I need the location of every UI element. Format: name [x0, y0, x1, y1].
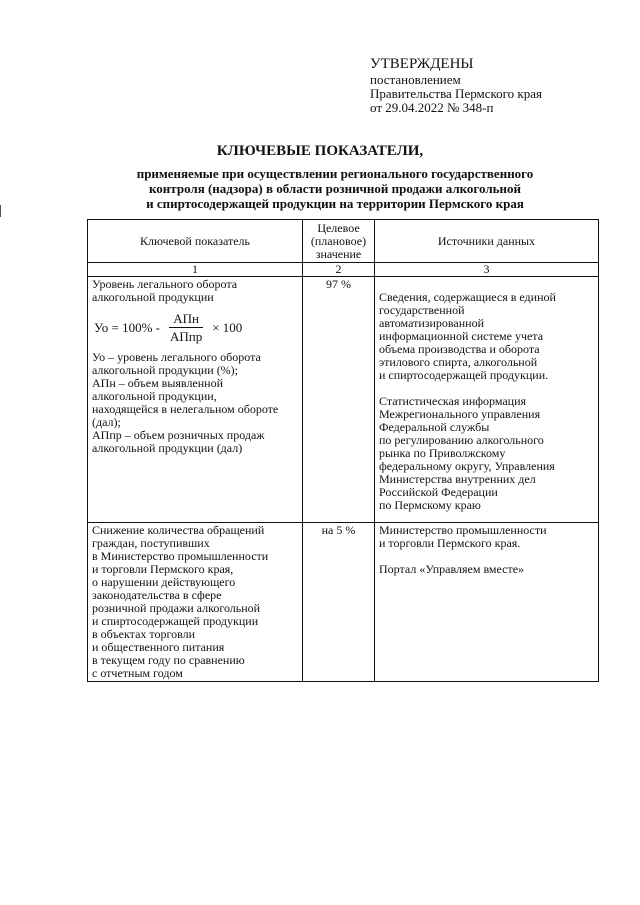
definition-line: алкогольной продукции (дал)	[92, 441, 243, 455]
formula-fraction	[166, 312, 206, 343]
formula-lhs: Уо = 100% -	[94, 320, 160, 335]
definition-line: АПпр – объем розничных продаж	[92, 428, 265, 442]
definition-line: (дал);	[92, 415, 121, 429]
indicator-cell	[88, 523, 303, 682]
indicator-line: и общественного питания	[92, 640, 225, 654]
source-line: Российской Федерации	[379, 485, 498, 499]
header-data-sources: Источники данных	[375, 220, 599, 263]
header-target-value: Целевое (плановое) значение	[303, 220, 375, 263]
indicator-line: и торговли Пермского края,	[92, 562, 234, 576]
target-value-cell: 97 %	[303, 277, 375, 523]
source-line: Статистическая информация	[379, 394, 527, 408]
column-numbers-row	[88, 263, 599, 277]
column-number: 2	[303, 263, 375, 277]
header-indicator: Ключевой показатель	[88, 220, 303, 263]
approval-block	[370, 56, 542, 115]
subtitle-line: контроля (надзора) в области розничной продажи алкогольной	[148, 181, 521, 196]
source-line: по регулированию алкогольного	[379, 433, 544, 447]
indicator-line: в Министерство промышленности	[92, 549, 269, 563]
source-line: рынка по Приволжскому	[379, 446, 506, 460]
indicator-line: с отчетным годом	[92, 666, 183, 680]
definition-line: алкогольной продукции,	[92, 389, 217, 403]
approval-date: от 29.04.2022 № 348-п	[370, 100, 494, 115]
source-line: государственной	[379, 303, 465, 317]
source-line: Межрегионального управления	[379, 407, 541, 421]
target-value-cell: на 5 %	[303, 523, 375, 682]
approval-line: Правительства Пермского края	[370, 86, 542, 101]
indicator-line: розничной продажи алкогольной	[92, 601, 261, 615]
document-title: КЛЮЧЕВЫЕ ПОКАЗАТЕЛИ,	[216, 143, 424, 159]
approval-heading: УТВЕРЖДЕНЫ	[370, 56, 474, 72]
indicator-line: в текущем году по сравнению	[92, 653, 245, 667]
source-line: и торговли Пермского края.	[379, 536, 521, 550]
indicator-line: законодательства в сфере	[92, 588, 222, 602]
definition-line: Уо – уровень легального оборота	[92, 350, 261, 364]
definition-line: АПн – объем выявленной	[92, 376, 224, 390]
scan-margin-mark	[0, 205, 1, 217]
source-line: федеральному округу, Управления	[379, 459, 555, 473]
indicator-line: в объектах торговли	[92, 627, 196, 641]
formula-denominator: АПпр	[169, 329, 203, 344]
document-subtitle	[90, 166, 580, 211]
source-line: Министерство промышленности	[379, 523, 547, 537]
source-line: объема производства и оборота	[379, 342, 540, 356]
table-row	[88, 277, 599, 523]
key-indicators-table	[87, 219, 599, 682]
source-line: Портал «Управляем вместе»	[379, 562, 525, 576]
definition-line: алкогольной продукции (%);	[92, 363, 239, 377]
column-number: 1	[88, 263, 303, 277]
legal-turnover-formula	[94, 312, 298, 343]
indicator-line: Снижение количества обращений	[92, 523, 265, 537]
formula-numerator: АПн	[169, 312, 203, 328]
definition-line: находящейся в нелегальном обороте	[92, 402, 279, 416]
table-header-row	[88, 220, 599, 263]
sources-cell	[375, 277, 599, 523]
source-line: и спиртосодержащей продукции.	[379, 368, 549, 382]
indicator-line: алкогольной продукции	[92, 290, 214, 304]
approval-line: постановлением	[370, 72, 461, 87]
sources-cell	[375, 523, 599, 682]
source-line: Сведения, содержащиеся в единой	[379, 290, 556, 304]
source-line: по Пермскому краю	[379, 498, 481, 512]
indicator-line: граждан, поступивших	[92, 536, 210, 550]
indicator-cell	[88, 277, 303, 523]
indicator-line: и спиртосодержащей продукции	[92, 614, 259, 628]
indicator-line: о нарушении действующего	[92, 575, 236, 589]
source-line: Министерства внутренних дел	[379, 472, 536, 486]
formula-rhs: × 100	[212, 320, 243, 335]
source-line: автоматизированной	[379, 316, 485, 330]
table-row	[88, 523, 599, 682]
source-line: этилового спирта, алкогольной	[379, 355, 538, 369]
subtitle-line: и спиртосодержащей продукции на территории Пермского края	[146, 196, 524, 211]
column-number: 3	[375, 263, 599, 277]
source-line: Федеральной службы	[379, 420, 490, 434]
subtitle-line: применяемые при осуществлении регионального государственного	[136, 166, 534, 181]
source-line: информационной системе учета	[379, 329, 544, 343]
indicator-line: Уровень легального оборота	[92, 277, 238, 291]
